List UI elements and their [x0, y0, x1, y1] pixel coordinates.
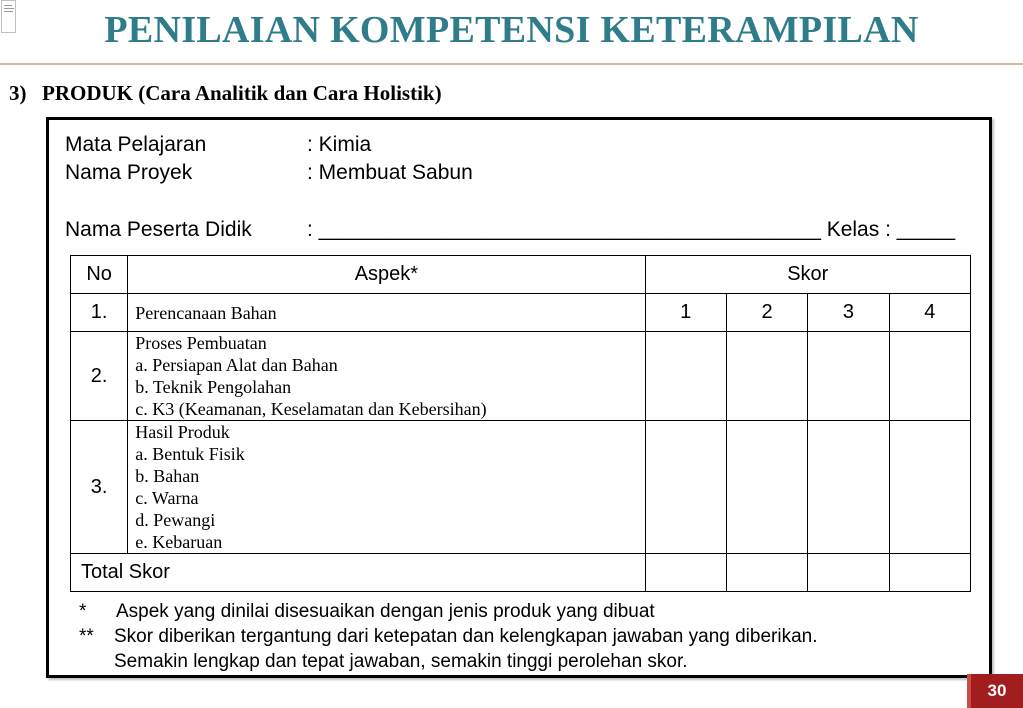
score-cell: 1 — [645, 294, 726, 332]
note-line — [79, 599, 818, 624]
note-text: Semakin lengkap dan tepat jawaban, semakin tinggi perolehan skor. — [114, 651, 688, 672]
aspect-line: a. Persiapan Alat dan Bahan — [135, 355, 338, 375]
info-label: Mata Pelajaran — [65, 133, 207, 156]
total-row — [71, 554, 971, 592]
note-line — [79, 649, 818, 674]
row-number: 3. — [71, 421, 128, 554]
score-cell: 2 — [726, 294, 807, 332]
aspect-cell — [128, 332, 645, 421]
total-score-cell — [808, 554, 889, 592]
total-score-cell — [726, 554, 807, 592]
note-text: Skor diberikan tergantung dari ketepatan dan kelengkapan jawaban yang diberikan. — [114, 626, 818, 647]
aspect-line: b. Teknik Pengolahan — [135, 377, 292, 397]
table-row — [71, 421, 971, 554]
aspect-line: c. Warna — [135, 488, 199, 508]
aspect-line: e. Kebaruan — [135, 532, 223, 552]
score-cell — [808, 421, 889, 554]
info-row-subject — [65, 132, 371, 158]
table-row — [71, 332, 971, 421]
total-score-cell — [889, 554, 970, 592]
assessment-form — [46, 117, 992, 678]
note-line — [79, 624, 818, 649]
aspect-cell — [128, 294, 645, 332]
table-header-row — [71, 256, 971, 294]
aspect-line: a. Bentuk Fisik — [135, 444, 245, 464]
info-row-student — [65, 217, 955, 243]
page-number-badge: 30 — [967, 674, 1023, 708]
note-mark: * — [79, 601, 87, 622]
score-cell: 3 — [808, 294, 889, 332]
score-cell — [808, 332, 889, 421]
aspect-line: Perencanaan Bahan — [135, 302, 277, 323]
score-cell — [726, 421, 807, 554]
title-divider — [0, 63, 1023, 65]
row-number: 2. — [71, 332, 128, 421]
aspect-line: d. Pewangi — [135, 510, 216, 530]
header-skor: Skor — [645, 256, 970, 294]
row-number: 1. — [71, 294, 128, 332]
score-cell — [645, 421, 726, 554]
aspect-line: Proses Pembuatan — [135, 333, 267, 353]
aspect-line: Hasil Produk — [135, 422, 230, 442]
aspect-line: b. Bahan — [135, 466, 200, 486]
total-score-cell — [645, 554, 726, 592]
total-label: Total Skor — [71, 554, 646, 592]
section-number: 3) — [9, 81, 27, 105]
score-cell — [645, 332, 726, 421]
score-cell — [889, 332, 970, 421]
rubric-table — [70, 255, 971, 592]
score-cell — [889, 421, 970, 554]
header-aspek: Aspek* — [128, 256, 645, 294]
info-label: Nama Proyek — [65, 161, 193, 184]
aspect-line: c. K3 (Keamanan, Keselamatan dan Kebersihan) — [135, 399, 487, 419]
table-row — [71, 294, 971, 332]
score-cell — [726, 332, 807, 421]
student-value: : ___________________________________________ Kelas : _____ — [307, 218, 956, 241]
score-cell: 4 — [889, 294, 970, 332]
section-heading — [9, 80, 442, 106]
info-row-project — [65, 160, 473, 186]
note-text: Aspek yang dinilai disesuaikan dengan jenis produk yang dibuat — [116, 601, 655, 622]
aspect-cell — [128, 421, 645, 554]
student-label: Nama Peserta Didik — [65, 218, 252, 241]
section-title: PRODUK (Cara Analitik dan Cara Holistik) — [42, 81, 442, 105]
notes — [79, 599, 818, 674]
info-value: : Membuat Sabun — [307, 161, 473, 184]
info-value: : Kimia — [307, 133, 372, 156]
note-mark: ** — [79, 626, 94, 647]
header-no: No — [71, 256, 128, 294]
page-title: PENILAIAN KOMPETENSI KETERAMPILAN — [104, 9, 919, 51]
